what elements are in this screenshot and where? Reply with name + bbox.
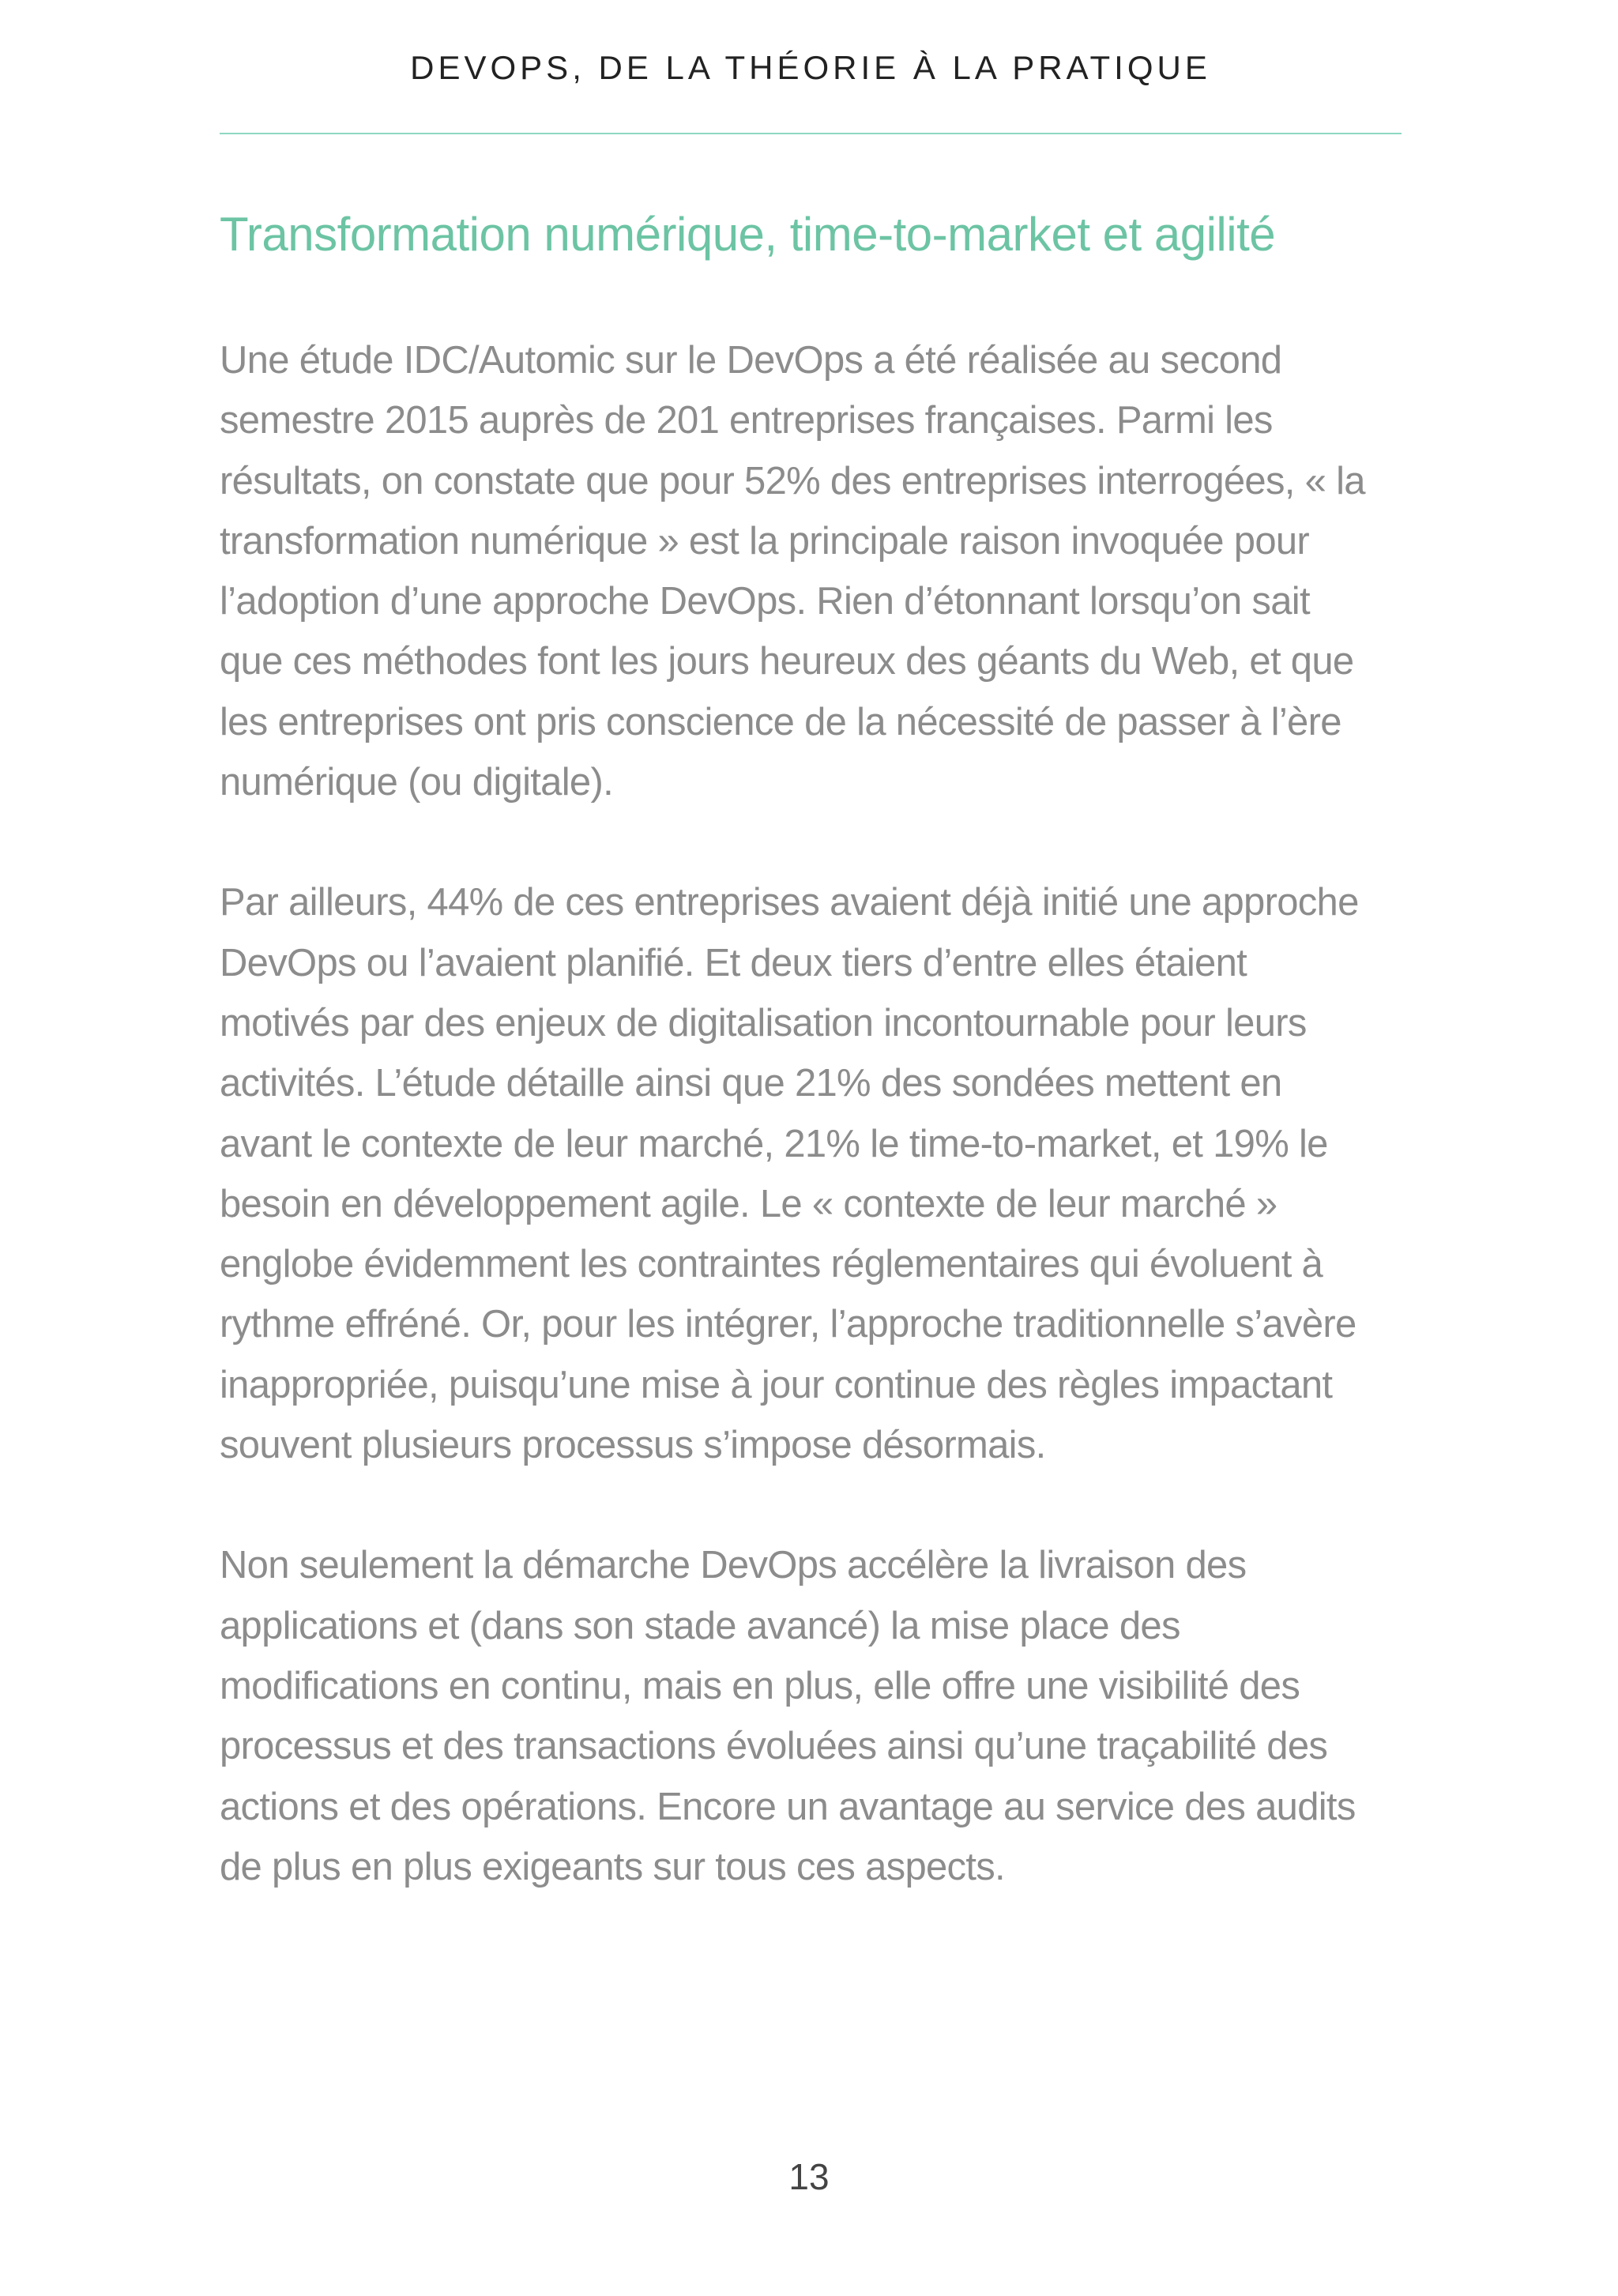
page-number: 13 xyxy=(788,2156,830,2197)
text-line: de plus en plus exigeants sur tous ces aspects. xyxy=(220,1845,1005,1888)
text-line: motivés par des enjeux de digitalisation incontournable pour leurs xyxy=(220,1001,1307,1044)
text-line: les entreprises ont pris conscience de la nécessité de passer à l’ère xyxy=(220,700,1341,743)
text-line: avant le contexte de leur marché, 21% le time-to-market, et 19% le xyxy=(220,1122,1328,1165)
text-line: numérique (ou digitale). xyxy=(220,761,613,804)
text-line: l’adoption d’une approche DevOps. Rien d’étonnant lorsqu’on sait xyxy=(220,580,1310,623)
text-line: processus et des transactions évoluées ainsi qu’une traçabilité des xyxy=(220,1725,1328,1768)
paragraph-2 xyxy=(220,872,1405,1475)
text-line: activités. L’étude détaille ainsi que 21% des sondées mettent en xyxy=(220,1062,1282,1105)
text-line: Une étude IDC/Automic sur le DevOps a été réalisée au second xyxy=(220,339,1282,382)
text-line: englobe évidemment les contraintes réglementaires qui évoluent à xyxy=(220,1243,1323,1286)
text-line: modifications en continu, mais en plus, elle offre une visibilité des xyxy=(220,1664,1300,1707)
text-line: actions et des opérations. Encore un avantage au service des audits xyxy=(220,1785,1356,1828)
text-line: résultats, on constate que pour 52% des entreprises interrogées, « la xyxy=(220,459,1365,502)
text-line: transformation numérique » est la principale raison invoquée pour xyxy=(220,519,1310,563)
text-line: Par ailleurs, 44% de ces entreprises avaient déjà initié une approche xyxy=(220,881,1359,924)
body-text xyxy=(220,330,1405,1957)
running-header: DEVOPS, DE LA THÉORIE À LA PRATIQUE xyxy=(410,49,1211,86)
text-line: besoin en développement agile. Le « contexte de leur marché » xyxy=(220,1182,1277,1225)
text-line: applications et (dans son stade avancé) la mise place des xyxy=(220,1604,1180,1647)
text-line: que ces méthodes font les jours heureux des géants du Web, et que xyxy=(220,640,1354,683)
paragraph-1 xyxy=(220,330,1405,812)
text-line: semestre 2015 auprès de 201 entreprises françaises. Parmi les xyxy=(220,399,1273,442)
paragraph-3 xyxy=(220,1535,1405,1897)
text-line: souvent plusieurs processus s’impose désormais. xyxy=(220,1424,1046,1467)
header-divider xyxy=(220,133,1402,134)
text-line: rythme effréné. Or, pour les intégrer, l’approche traditionnelle s’avère xyxy=(220,1303,1356,1346)
text-line: DevOps ou l’avaient planifié. Et deux tiers d’entre elles étaient xyxy=(220,941,1247,984)
text-line: Non seulement la démarche DevOps accélère la livraison des xyxy=(220,1544,1247,1587)
section-heading: Transformation numérique, time-to-market et agilité xyxy=(220,208,1276,261)
text-line: inappropriée, puisqu’une mise à jour continue des règles impactant xyxy=(220,1363,1333,1406)
